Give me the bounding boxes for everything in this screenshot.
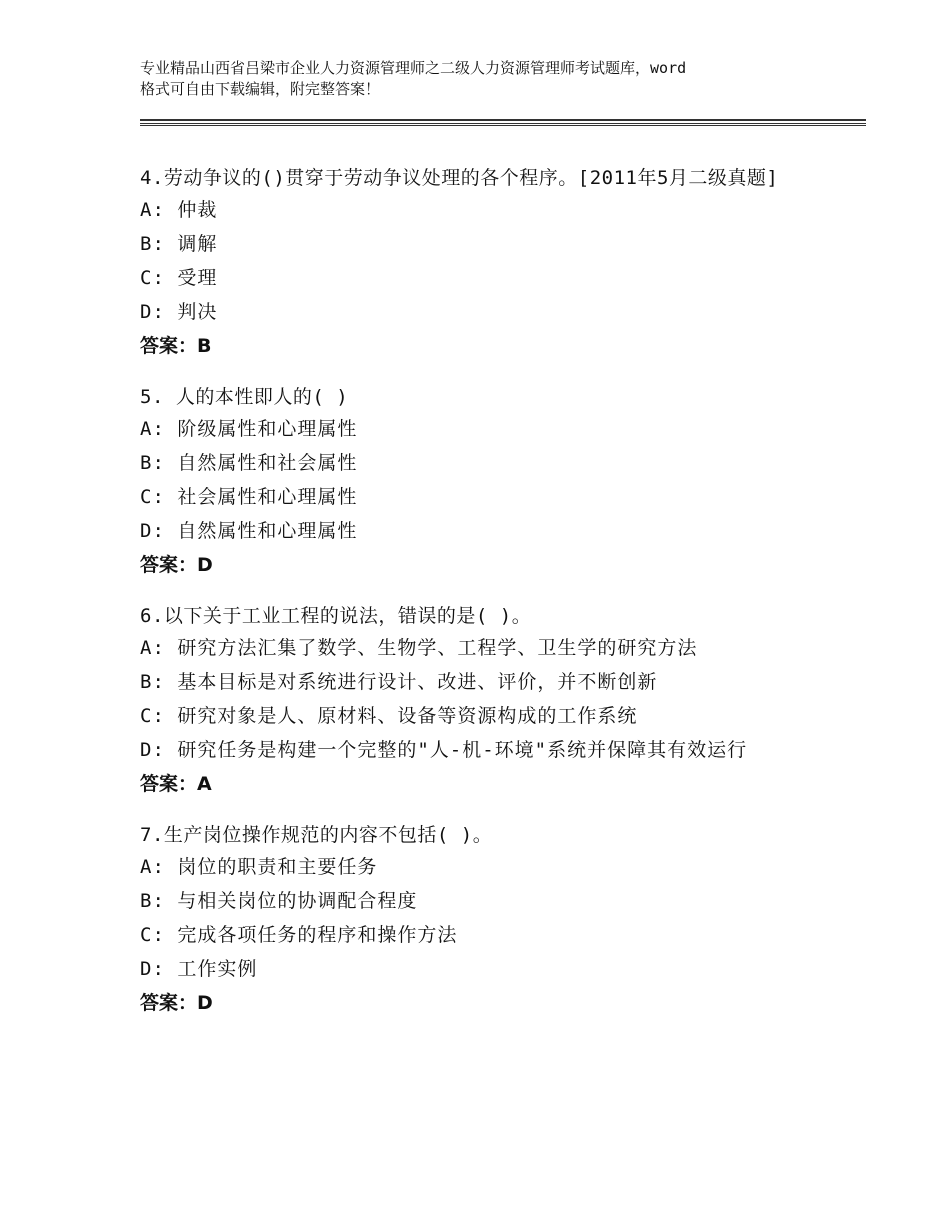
option-c xyxy=(140,480,830,514)
question-stem: 6.以下关于工业工程的说法，错误的是( )。 xyxy=(140,605,532,627)
option-d xyxy=(140,733,830,767)
option-d xyxy=(140,952,830,986)
option-a xyxy=(140,631,830,665)
option-letter: A: xyxy=(140,199,165,221)
option-text: 调解 xyxy=(177,233,218,255)
answer-line: 答案：B xyxy=(140,335,212,357)
option-text: 阶级属性和心理属性 xyxy=(177,418,358,440)
option-text: 完成各项任务的程序和操作方法 xyxy=(177,924,458,946)
question-list xyxy=(140,163,830,1039)
option-text: 与相关岗位的协调配合程度 xyxy=(177,890,418,912)
option-letter: C: xyxy=(140,705,165,727)
option-letter: C: xyxy=(140,267,165,289)
option-d xyxy=(140,514,830,548)
option-letter: A: xyxy=(140,856,165,878)
option-letter: D: xyxy=(140,958,165,980)
option-text: 研究方法汇集了数学、生物学、工程学、卫生学的研究方法 xyxy=(177,637,698,659)
option-b xyxy=(140,227,830,261)
option-letter: B: xyxy=(140,233,165,255)
option-c xyxy=(140,918,830,952)
option-text: 自然属性和心理属性 xyxy=(177,520,358,542)
option-b xyxy=(140,446,830,480)
answer-line: 答案：D xyxy=(140,554,213,576)
option-letter: B: xyxy=(140,671,165,693)
option-letter: C: xyxy=(140,486,165,508)
question-4 xyxy=(140,163,830,363)
option-letter: B: xyxy=(140,452,165,474)
option-letter: D: xyxy=(140,520,165,542)
question-stem: 7.生产岗位操作规范的内容不包括( )。 xyxy=(140,824,493,846)
question-stem: 4.劳动争议的()贯穿于劳动争议处理的各个程序。[2011年5月二级真题] xyxy=(140,167,779,189)
question-stem: 5. 人的本性即人的( ) xyxy=(140,386,349,408)
answer-line: 答案：A xyxy=(140,773,212,795)
option-letter: D: xyxy=(140,301,165,323)
option-letter: D: xyxy=(140,739,165,761)
option-letter: C: xyxy=(140,924,165,946)
option-text: 岗位的职责和主要任务 xyxy=(177,856,378,878)
option-text: 仲裁 xyxy=(177,199,218,221)
header-line-2: 格式可自由下载编辑，附完整答案！ xyxy=(140,80,381,98)
option-text: 社会属性和心理属性 xyxy=(177,486,358,508)
option-letter: A: xyxy=(140,637,165,659)
question-7 xyxy=(140,820,830,1020)
option-text: 研究任务是构建一个完整的"人-机-环境"系统并保障其有效运行 xyxy=(177,739,748,761)
option-a xyxy=(140,412,830,446)
header-divider xyxy=(140,123,866,124)
option-d xyxy=(140,295,830,329)
option-letter: B: xyxy=(140,890,165,912)
option-letter: A: xyxy=(140,418,165,440)
option-text: 受理 xyxy=(177,267,218,289)
header-line-1: 专业精品山西省吕梁市企业人力资源管理师之二级人力资源管理师考试题库，word xyxy=(140,59,687,77)
option-text: 工作实例 xyxy=(177,958,258,980)
option-a xyxy=(140,850,830,884)
option-a xyxy=(140,193,830,227)
answer-line: 答案：D xyxy=(140,992,213,1014)
option-text: 自然属性和社会属性 xyxy=(177,452,358,474)
option-c xyxy=(140,261,830,295)
option-c xyxy=(140,699,830,733)
option-text: 研究对象是人、原材料、设备等资源构成的工作系统 xyxy=(177,705,638,727)
question-6 xyxy=(140,601,830,801)
option-b xyxy=(140,884,830,918)
option-text: 判决 xyxy=(177,301,218,323)
header-divider xyxy=(140,119,866,121)
option-text: 基本目标是对系统进行设计、改进、评价，并不断创新 xyxy=(177,671,658,693)
document-header xyxy=(140,58,830,100)
option-b xyxy=(140,665,830,699)
header-divider xyxy=(140,125,866,126)
question-5 xyxy=(140,382,830,582)
